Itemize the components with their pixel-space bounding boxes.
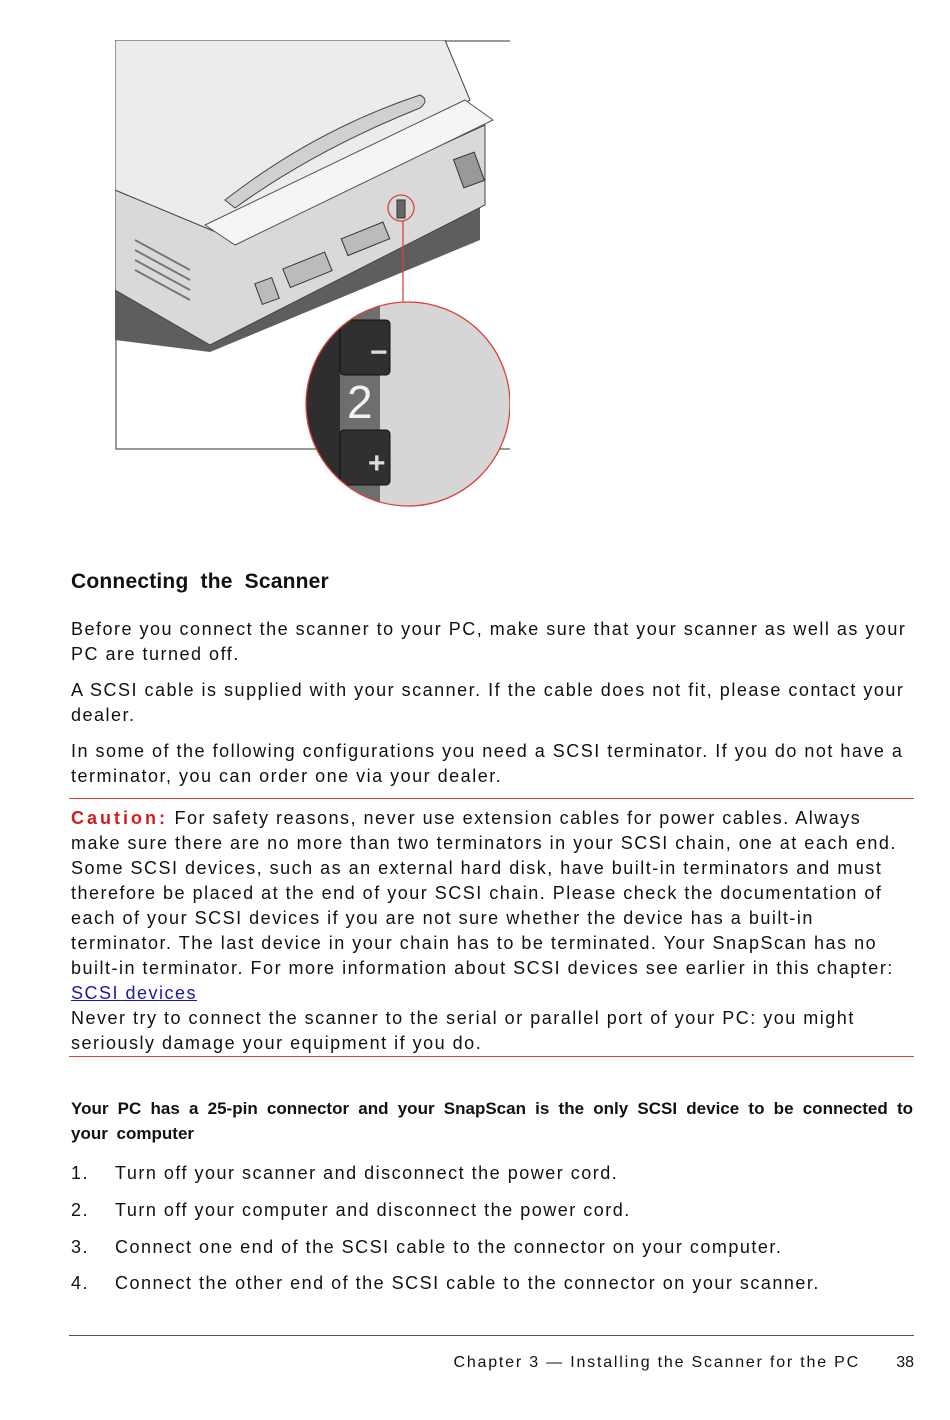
subsection-heading: Your PC has a 25-pin connector and your SnapScan is the only SCSI device to be connected to your computer: [71, 1099, 913, 1143]
footer-rule: [69, 1335, 914, 1336]
section-heading: Connecting the Scanner: [71, 570, 329, 593]
step-number: 3.: [71, 1237, 90, 1257]
step-text: Turn off your computer and disconnect the power cord.: [115, 1200, 631, 1220]
step-number: 4.: [71, 1273, 90, 1293]
terminator-paragraph: In some of the following configurations you need a SCSI terminator. If you do not have a terminator, you can order one via your dealer.: [71, 741, 904, 786]
page-number: 38: [896, 1354, 914, 1371]
caution-text: For safety reasons, never use extension cables for power cables. Always make sure there are no more than two terminators in your SCSI chain, one at each end. Some SCSI devices, such as an external hard disk, have built-in terminators and must therefore be placed at the end of your SCSI chain. Please check the documentation of each of your SCSI devices if you are not sure whether the device has a built-in terminator. The last device in your chain has to be terminated. Your SnapScan has no built-in terminator. For more information about SCSI devices see earlier in this chapter:: [71, 808, 897, 978]
caution-block: [71, 806, 916, 1056]
footer-chapter: Chapter 3 — Installing the Scanner for the PC: [453, 1354, 860, 1371]
caution-top-rule: [69, 798, 914, 799]
cable-paragraph: A SCSI cable is supplied with your scanner. If the cable does not fit, please contact your dealer.: [71, 680, 905, 725]
scanner-rear-illustration: [115, 40, 510, 510]
step-text: Connect one end of the SCSI cable to the connector on your computer.: [115, 1237, 783, 1257]
caution-label: Caution:: [71, 808, 168, 828]
caution-bottom-rule: [69, 1056, 914, 1057]
dial-digit: 2: [347, 376, 373, 428]
dial-minus-glyph: −: [370, 336, 388, 369]
step-number: 2.: [71, 1200, 90, 1220]
step-number: 1.: [71, 1163, 90, 1183]
caution-warning-text: Never try to connect the scanner to the serial or parallel port of your PC: you might seriously damage your equipment if you do.: [71, 1008, 855, 1053]
intro-paragraph: Before you connect the scanner to your PC, make sure that your scanner as well as your PC are turned off.: [71, 619, 907, 664]
dial-plus-glyph: +: [368, 447, 386, 480]
step-text: Connect the other end of the SCSI cable to the connector on your scanner.: [115, 1273, 820, 1293]
scsi-devices-link[interactable]: SCSI devices: [71, 983, 198, 1003]
step-text: Turn off your scanner and disconnect the power cord.: [115, 1163, 619, 1183]
